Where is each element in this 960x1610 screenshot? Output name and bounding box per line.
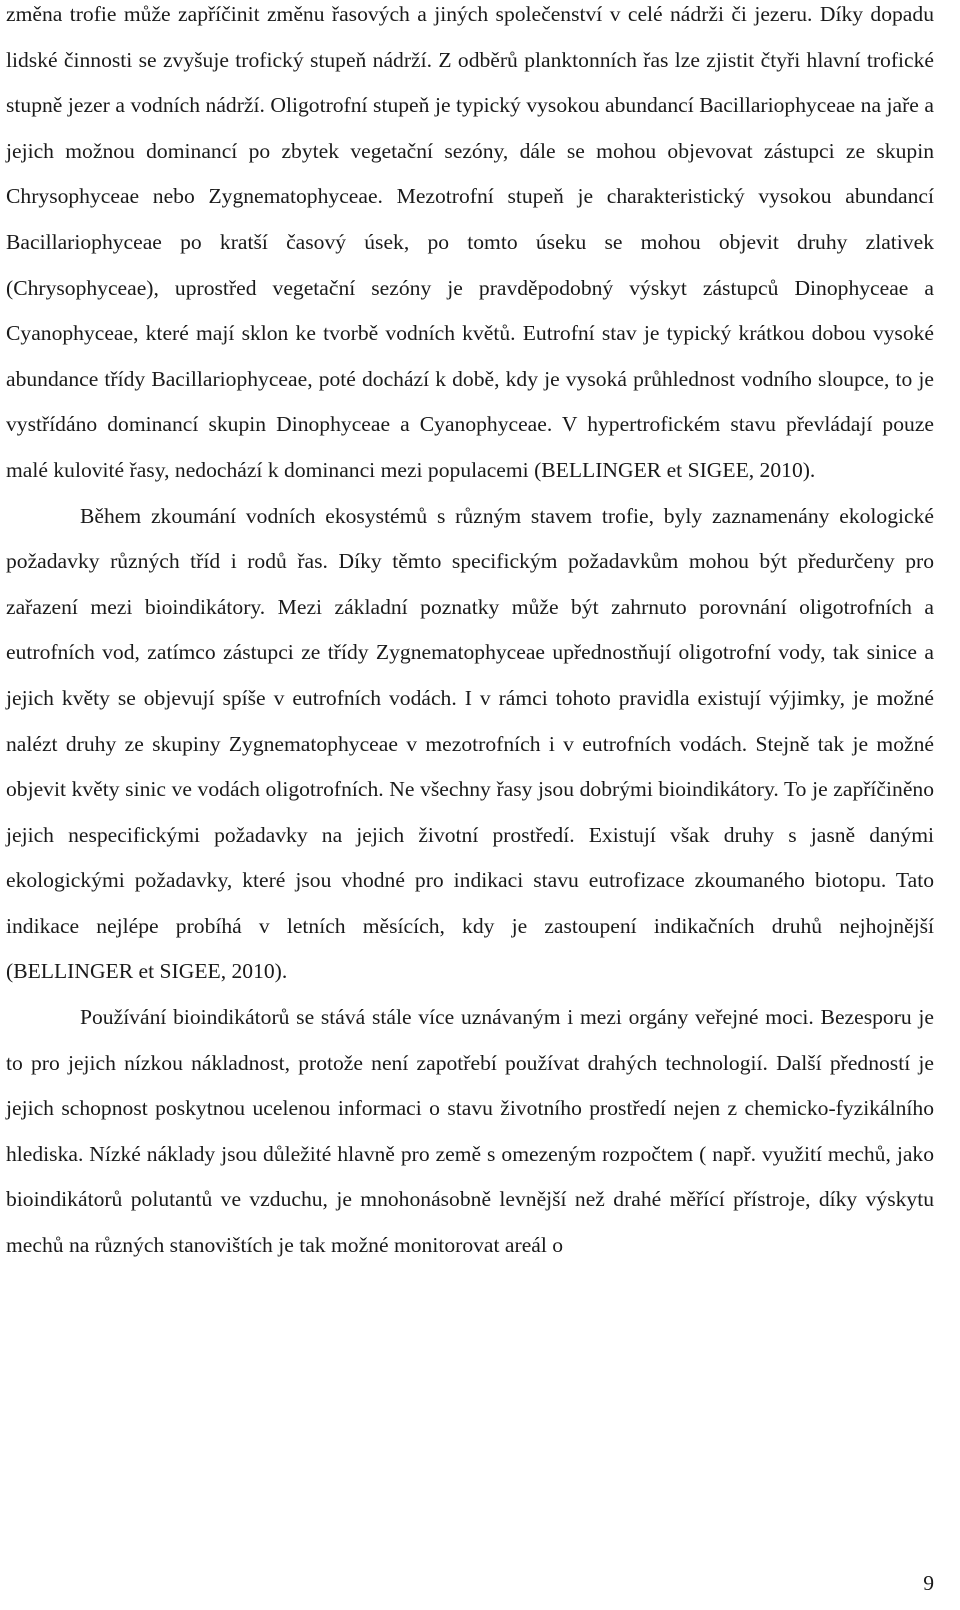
paragraph-trophic-stages: změna trofie může zapříčinit změnu řasových a jiných společenství v celé nádrži či jezeru. Díky dopadu lidské činnosti se zvyšuje trofický stupeň nádrží. Z odběrů planktonních řas lze zjistit čtyři hlavní trofické stupně jezer a vodních nádrží. Oligotrofní stupeň je typický vysokou abundancí Bacillariophyceae na jaře a jejich možnou dominancí po zbytek vegetační sezóny, dále se mohou objevovat zástupci ze skupin Chrysophyceae nebo Zygnematophyceae. Mezotrofní stupeň je charakteristický vysokou abundancí Bacillariophyceae po kratší časový úsek, po tomto úseku se mohou objevit druhy zlativek (Chrysophyceae), uprostřed vegetační sezóny je pravděpodobný výskyt zástupců Dinophyceae a Cyanophyceae, které mají sklon ke tvorbě vodních květů. Eutrofní stav je typický krátkou dobou vysoké abundance třídy Bacillariophyceae, poté dochází k době, kdy je vysoká průhlednost vodního sloupce, to je vystřídáno dominancí skupin Dinophyceae a Cyanophyceae. V hypertrofickém stavu převládají pouze malé kulovité řasy, nedochází k dominanci mezi populacemi (BELLINGER et SIGEE, 2010).	[6, 2, 934, 482]
paragraph-bioindicator-requirements: Během zkoumání vodních ekosystémů s různým stavem trofie, byly zaznamenány ekologické požadavky různých tříd i rodů řas. Díky těmto specifickým požadavkům mohou být předurčeny pro zařazení mezi bioindikátory. Mezi základní poznatky může být zahrnuto porovnání oligotrofních a eutrofních vod, zatímco zástupci ze třídy Zygnematophyceae upřednostňují oligotrofní vody, tak sinice a jejich květy se objevují spíše v eutrofních vodách. I v rámci tohoto pravidla existují výjimky, je možné nalézt druhy ze skupiny Zygnematophyceae v mezotrofních i v eutrofních vodách. Stejně tak je možné objevit květy sinic ve vodách oligotrofních. Ne všechny řasy jsou dobrými bioindikátory. To je zapříčiněno jejich nespecifickými požadavky na jejich životní prostředí. Existují však druhy s jasně danými ekologickými požadavky, které jsou vhodné pro indikaci stavu eutrofizace zkoumaného biotopu. Tato indikace nejlépe probíhá v letních měsících, kdy je zastoupení indikačních druhů nejhojnější (BELLINGER et SIGEE, 2010).	[6, 503, 934, 984]
page-number: 9	[923, 1571, 934, 1595]
document-page	[6, 0, 934, 1269]
paragraph-bioindicator-usage: Používání bioindikátorů se stává stále více uznávaným i mezi orgány veřejné moci. Bezesporu je to pro jejich nízkou nákladnost, protože není zapotřebí používat drahých technologií. Další předností je jejich schopnost poskytnou ucelenou informaci o stavu životního prostředí nejen z chemicko-fyzikálního hlediska. Nízké náklady jsou důležité hlavně pro země s omezeným rozpočtem ( např. využití mechů, jako bioindikátorů polutantů ve vzduchu, je mnohonásobně levnější než drahé měřící přístroje, díky výskytu mechů na různých stanovištích je tak možné monitorovat areál o	[6, 1005, 934, 1258]
